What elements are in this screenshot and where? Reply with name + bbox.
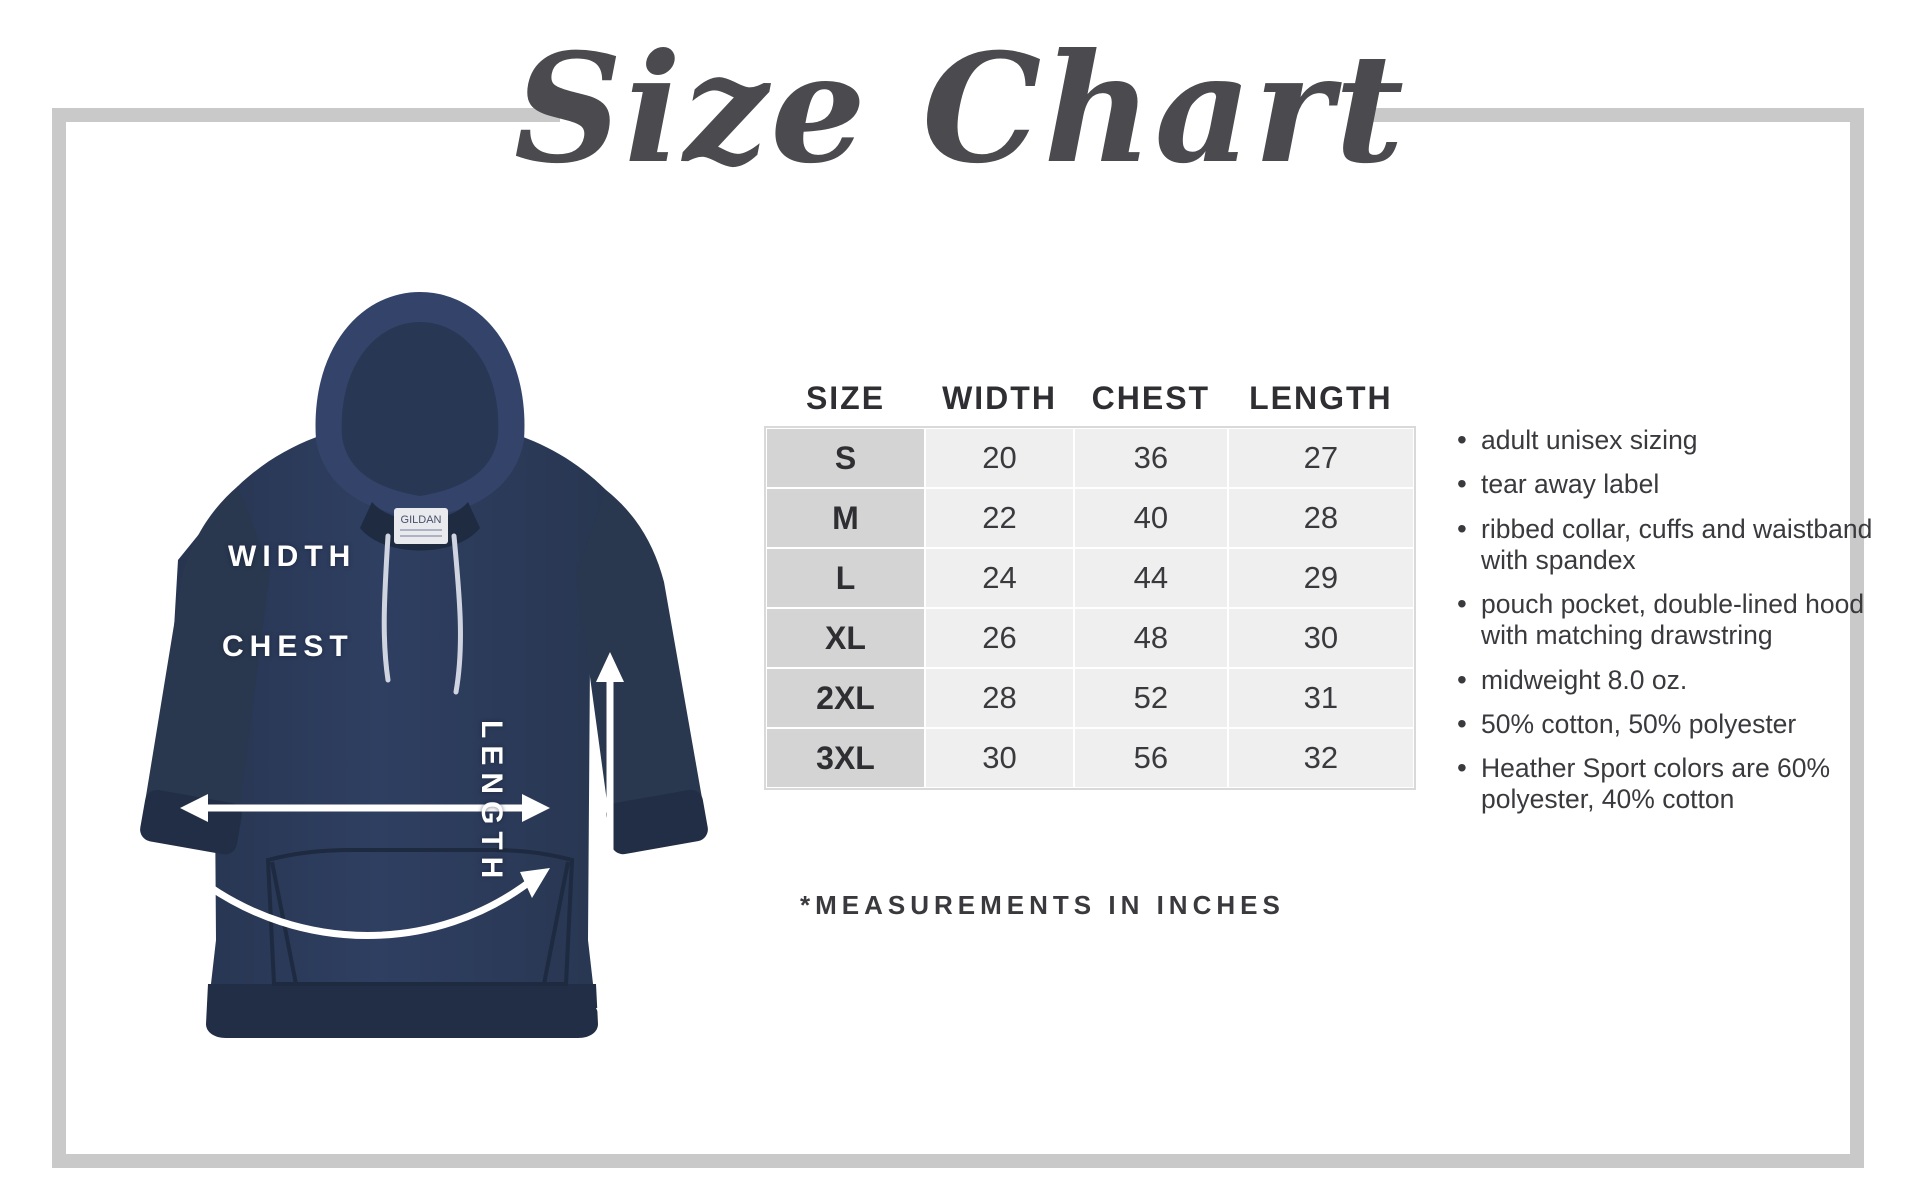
table-row [766, 488, 1414, 548]
cell-length: 30 [1228, 608, 1414, 668]
cell-width: 26 [925, 608, 1074, 668]
cell-chest: 52 [1074, 668, 1228, 728]
table-row [766, 548, 1414, 608]
cell-width: 22 [925, 488, 1074, 548]
cell-width: 20 [925, 428, 1074, 488]
cell-size: S [766, 428, 925, 488]
table-row [766, 668, 1414, 728]
product-features [1455, 425, 1875, 829]
table-row [766, 728, 1414, 788]
list-item: • pouch pocket, double-lined hood with matching drawstring [1455, 589, 1875, 652]
list-item: • 50% cotton, 50% polyester [1455, 709, 1875, 740]
length-dimension-label: LENGTH [475, 720, 508, 886]
cell-length: 28 [1228, 488, 1414, 548]
cell-width: 30 [925, 728, 1074, 788]
table-row [766, 608, 1414, 668]
size-table-container [765, 380, 1415, 789]
hoodie-illustration [120, 240, 740, 1060]
cell-chest: 56 [1074, 728, 1228, 788]
page-title: Size Chart [513, 21, 1407, 197]
cell-chest: 40 [1074, 488, 1228, 548]
table-header-row [766, 380, 1414, 428]
list-item: • adult unisex sizing [1455, 425, 1875, 456]
list-item: • tear away label [1455, 469, 1875, 500]
cell-size: XL [766, 608, 925, 668]
size-table [765, 380, 1415, 789]
svg-text:GILDAN: GILDAN [400, 514, 442, 526]
cell-length: 31 [1228, 668, 1414, 728]
column-header-size: SIZE [805, 380, 886, 416]
cell-size: L [766, 548, 925, 608]
cell-chest: 44 [1074, 548, 1228, 608]
cell-chest: 48 [1074, 608, 1228, 668]
cell-length: 32 [1228, 728, 1414, 788]
list-item: • midweight 8.0 oz. [1455, 665, 1875, 696]
cell-width: 28 [925, 668, 1074, 728]
cell-length: 27 [1228, 428, 1414, 488]
cell-chest: 36 [1074, 428, 1228, 488]
cell-width: 24 [925, 548, 1074, 608]
width-dimension-label: WIDTH [228, 540, 357, 573]
list-item: • ribbed collar, cuffs and waistband with spandex [1455, 514, 1875, 577]
chest-dimension-label: CHEST [222, 630, 354, 663]
cell-length: 29 [1228, 548, 1414, 608]
measurements-note: *MEASUREMENTS IN INCHES [800, 890, 1285, 920]
column-header-length: LENGTH [1249, 380, 1393, 416]
list-item: • Heather Sport colors are 60% polyester, 40% cotton [1455, 753, 1875, 816]
column-header-chest: CHEST [1091, 380, 1211, 416]
cell-size: 2XL [766, 668, 925, 728]
cell-size: M [766, 488, 925, 548]
table-row [766, 428, 1414, 488]
cell-size: 3XL [766, 728, 925, 788]
column-header-width: WIDTH [942, 380, 1057, 416]
